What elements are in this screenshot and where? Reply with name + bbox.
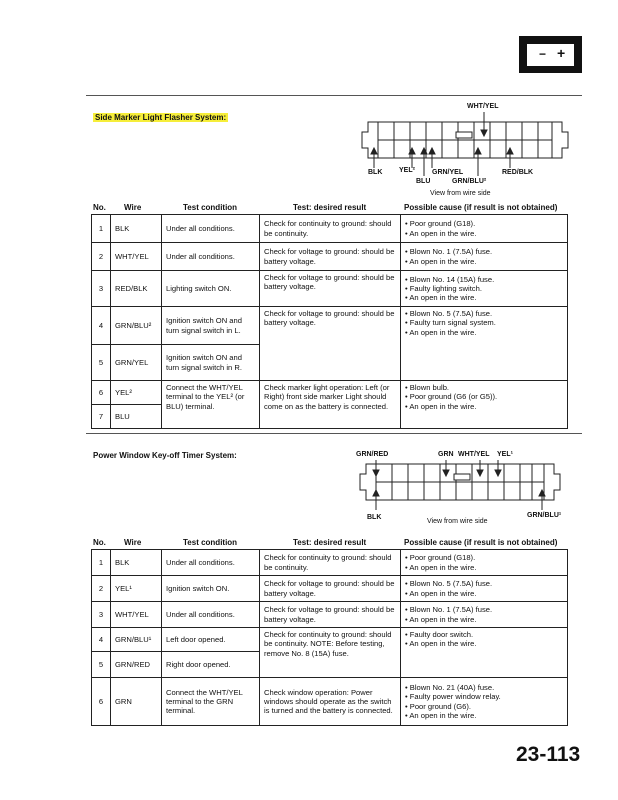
- section2-col-no: No.: [93, 538, 106, 547]
- cause-cell: • Poor ground (G18). • An open in the wire.: [401, 550, 568, 576]
- row-number: 6: [92, 678, 111, 726]
- condition-cell: Under all conditions.: [162, 550, 260, 576]
- table-row: [92, 602, 568, 628]
- result-cell: Check for continuity to ground: should be continuity.: [260, 550, 401, 576]
- section1-col-cause: Possible cause (if result is not obtained): [404, 203, 558, 212]
- wire-cell: BLU: [111, 405, 162, 429]
- row-number: 2: [92, 243, 111, 271]
- wire-cell: WHT/YEL: [111, 602, 162, 628]
- row-number: 2: [92, 576, 111, 602]
- battery-plus-sign: +: [557, 45, 566, 61]
- row-number: 5: [92, 652, 111, 678]
- section1-table: [91, 214, 568, 429]
- condition-cell: Ignition switch ON.: [162, 576, 260, 602]
- battery-minus-sign: −: [539, 47, 547, 61]
- row-number: 5: [92, 345, 111, 381]
- section1-col-wire: Wire: [124, 203, 142, 212]
- section1-col-result: Test: desired result: [293, 203, 367, 212]
- cause-cell: • Blown No. 21 (40A) fuse. • Faulty power window relay. • Poor ground (G6). • An open in the wire.: [401, 678, 568, 726]
- result-cell: Check for continuity to ground: should be continuity.: [260, 215, 401, 243]
- top-rule: [86, 95, 582, 96]
- section-divider: [86, 433, 582, 434]
- page-number: 23-113: [516, 743, 581, 766]
- section1-connector-label: GRN/BLU²: [452, 178, 487, 185]
- row-number: 3: [92, 602, 111, 628]
- section1-connector-caption: View from wire side: [430, 190, 491, 197]
- row-number: 1: [92, 550, 111, 576]
- table-row: [92, 576, 568, 602]
- table-row: [92, 550, 568, 576]
- section1-connector-label: BLU: [416, 178, 431, 185]
- section2-title: Power Window Key-off Timer System:: [93, 451, 237, 460]
- row-number: 6: [92, 381, 111, 405]
- section1-connector-label: RED/BLK: [502, 169, 534, 176]
- result-cell: Check for voltage to ground: should be battery voltage.: [260, 307, 401, 381]
- section1-connector-label: YEL²: [399, 167, 415, 174]
- table-row: [92, 678, 568, 726]
- cause-cell: • Blown No. 1 (7.5A) fuse. • An open in the wire.: [401, 243, 568, 271]
- table-row: [92, 307, 568, 345]
- wire-cell: BLK: [111, 550, 162, 576]
- section1-col-condition: Test condition: [183, 203, 238, 212]
- section1-col-no: No.: [93, 203, 106, 212]
- row-number: 1: [92, 215, 111, 243]
- condition-cell: Connect the WHT/YEL terminal to the YEL² (or BLU) terminal.: [162, 381, 260, 429]
- section2-col-condition: Test condition: [183, 538, 238, 547]
- result-cell: Check window operation: Power windows should operate as the switch is turned and the battery is connected.: [260, 678, 401, 726]
- section2-col-result: Test: desired result: [293, 538, 367, 547]
- cause-cell: • Faulty door switch. • An open in the wire.: [401, 628, 568, 678]
- wire-cell: GRN: [111, 678, 162, 726]
- result-cell: Check for voltage to ground: should be battery voltage.: [260, 576, 401, 602]
- wire-cell: WHT/YEL: [111, 243, 162, 271]
- section2-col-cause: Possible cause (if result is not obtained): [404, 538, 558, 547]
- section1-connector-label: BLK: [368, 169, 383, 176]
- condition-cell: Right door opened.: [162, 652, 260, 678]
- wire-cell: RED/BLK: [111, 271, 162, 307]
- condition-cell: Under all conditions.: [162, 243, 260, 271]
- condition-cell: Under all conditions.: [162, 215, 260, 243]
- condition-cell: Lighting switch ON.: [162, 271, 260, 307]
- result-cell: Check for voltage to ground: should be battery voltage.: [260, 243, 401, 271]
- wire-cell: GRN/BLU²: [111, 307, 162, 345]
- result-cell: Check for voltage to ground: should be battery voltage.: [260, 602, 401, 628]
- section2-connector-top-label: WHT/YEL: [458, 451, 490, 458]
- cause-cell: • Poor ground (G18). • An open in the wire.: [401, 215, 568, 243]
- cause-cell: • Blown No. 14 (15A) fuse. • Faulty lighting switch. • An open in the wire.: [401, 271, 568, 307]
- table-row: [92, 243, 568, 271]
- wire-cell: YEL²: [111, 381, 162, 405]
- row-number: 7: [92, 405, 111, 429]
- row-number: 4: [92, 307, 111, 345]
- table-row: [92, 215, 568, 243]
- section2-connector-caption: View from wire side: [427, 518, 488, 525]
- section2-connector-top-label: YEL¹: [497, 451, 513, 458]
- wire-cell: BLK: [111, 215, 162, 243]
- cause-cell: • Blown No. 5 (7.5A) fuse. • Faulty turn signal system. • An open in the wire.: [401, 307, 568, 381]
- result-cell: Check for continuity to ground: should be continuity. NOTE: Before testing, remove No. 8 (15A) fuse.: [260, 628, 401, 678]
- table-row: [92, 628, 568, 652]
- result-cell: Check marker light operation: Left (or Right) front side marker Light should come on as the battery is connected.: [260, 381, 401, 429]
- condition-cell: Connect the WHT/YEL terminal to the GRN terminal.: [162, 678, 260, 726]
- wire-cell: YEL¹: [111, 576, 162, 602]
- cause-cell: • Blown bulb. • Poor ground (G6 (or G5)). • An open in the wire.: [401, 381, 568, 429]
- wire-cell: GRN/BLU¹: [111, 628, 162, 652]
- condition-cell: Left door opened.: [162, 628, 260, 652]
- condition-cell: Under all conditions.: [162, 602, 260, 628]
- condition-cell: Ignition switch ON and turn signal switch in L.: [162, 307, 260, 345]
- table-row: [92, 381, 568, 405]
- section1-title: Side Marker Light Flasher System:: [95, 113, 227, 122]
- section2-connector-top-label: GRN/RED: [356, 451, 389, 458]
- cause-cell: • Blown No. 5 (7.5A) fuse. • An open in the wire.: [401, 576, 568, 602]
- section2-connector-bottom-label: GRN/BLU¹: [527, 512, 562, 519]
- section2-connector-bottom-label: BLK: [367, 514, 382, 521]
- section2-col-wire: Wire: [124, 538, 142, 547]
- section2-table: [91, 549, 568, 726]
- battery-icon: [519, 36, 582, 73]
- section2-connector-top-label: GRN: [438, 451, 454, 458]
- section1-connector-top-label: WHT/YEL: [467, 103, 499, 110]
- row-number: 3: [92, 271, 111, 307]
- result-cell: Check for voltage to ground: should be battery voltage.: [260, 271, 401, 307]
- table-row: [92, 271, 568, 307]
- condition-cell: Ignition switch ON and turn signal switch in R.: [162, 345, 260, 381]
- wire-cell: GRN/YEL: [111, 345, 162, 381]
- wire-cell: GRN/RED: [111, 652, 162, 678]
- cause-cell: • Blown No. 1 (7.5A) fuse. • An open in the wire.: [401, 602, 568, 628]
- section1-connector-label: GRN/YEL: [432, 169, 464, 176]
- row-number: 4: [92, 628, 111, 652]
- section2-connector-diagram: [358, 460, 568, 520]
